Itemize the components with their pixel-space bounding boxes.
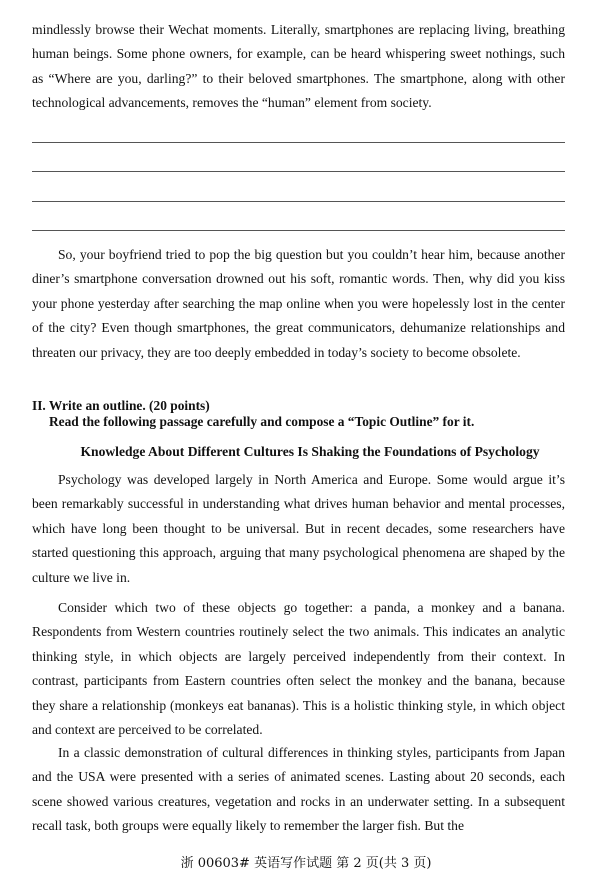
passage-paragraph-3: In a classic demonstration of cultural differences in thinking styles, participants from Japan and the USA were presented with a series of animated scenes. Lasting about 20 seconds, each scene showed various creatures, vegetation and rocks in an underwater setting. In a subsequent recall task, both groups were equally likely to remember the larger fish. But the [32,745,565,834]
answer-line-2 [32,171,565,172]
continued-paragraph: mindlessly browse their Wechat moments. Literally, smartphones are replacing living, breathing human beings. Some phone owners, for example, can be heard whispering sweet nothings, such as “Where are you, darling?” to their beloved smartphones. The smartphone, along with other technological advancements, removes the “human” element from society. [32,22,565,111]
passage-title: Knowledge About Different Cultures Is Shaking the Foundations of Psychology [80,444,540,459]
answer-line-1 [32,142,565,143]
section-heading: II. Write an outline. (20 points) [32,398,210,413]
answer-line-3 [32,201,565,202]
section-instruction: Read the following passage carefully and compose a “Topic Outline” for it. [49,414,475,429]
page-footer: 浙 00603# 英语写作试题 第 2 页(共 3 页) [180,856,432,871]
passage-paragraph-1: Psychology was developed largely in North America and Europe. Some would argue it’s been remarkably successful in understanding what drives human behavior and mental processes, which have long been thought to be universal. But in recent decades, some researchers have started questioning this approach, arguing that many psychological phenomena are shaped by the culture we live in. [32,472,565,585]
passage-paragraph-2: Consider which two of these objects go together: a panda, a monkey and a banana. Respondents from Western countries routinely select the two animals. This indicates an analytic thinking style, in which objects are largely perceived independently from their context. In contrast, participants from Eastern countries often select the monkey and the banana, because they share a relationship (monkeys eat bananas). This is a holistic thinking style, in which object and context are perceived to be correlated. [32,600,565,738]
closing-paragraph: So, your boyfriend tried to pop the big question but you couldn’t hear him, because another diner’s smartphone conversation drowned out his soft, romantic words. Then, why did you kiss your phone yesterday after searching the map online when you were hopelessly lost in the center of the city? Even though smartphones, the great communicators, dehumanize relationships and threaten our privacy, they are too deeply embedded in today’s society to become obsolete. [32,247,565,360]
answer-line-4 [32,230,565,231]
